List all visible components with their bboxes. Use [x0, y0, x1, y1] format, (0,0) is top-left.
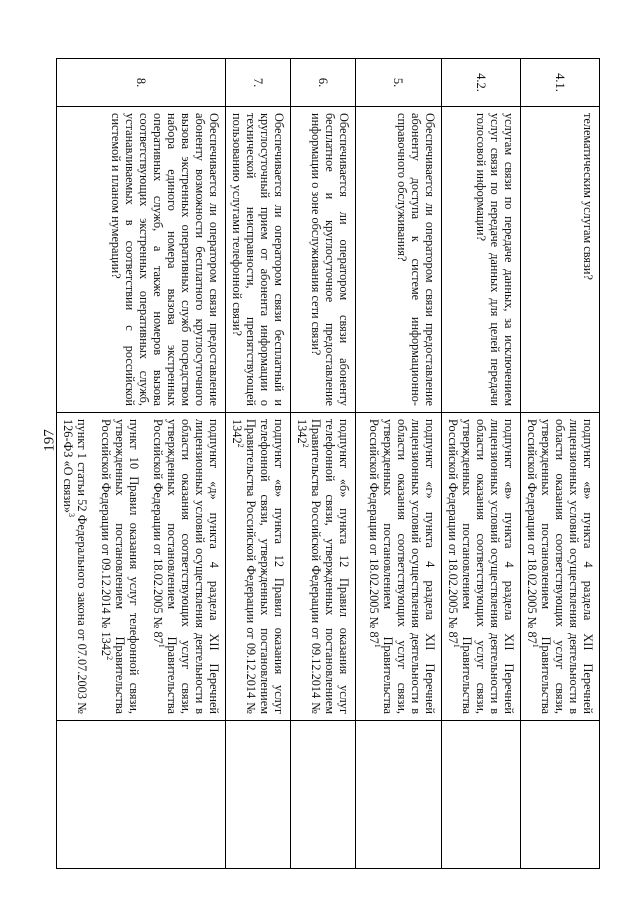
empty-cell — [226, 721, 291, 869]
empty-cell — [521, 721, 600, 869]
table-row — [57, 59, 226, 869]
row-number: 4.1. — [521, 59, 600, 107]
legal-reference-text: пункт 1 статьи 52 Федерального закона от 07.07.2003 № 126-ФЗ «О связи» — [61, 419, 89, 714]
question-cell: Обеспечивается ли оператором связи бесплатный и круглосуточный прием от абонента информации о технической неисправности, препятствующей пользованию услугами телефонной связи? — [226, 107, 291, 413]
footnote-marker: 1 — [157, 643, 167, 648]
question-cell: Обеспечивается ли оператором связи предоставление абоненту доступа к системе информационно-справочного обслуживания? — [356, 107, 442, 413]
table-row — [291, 59, 356, 869]
legal-reference-text: подпункт «в» пункта 12 Правил оказания услуг телефонной связи, утвержденных постановлением Правительства Российской Федерации от 09.12.2014 № 1342 — [230, 419, 286, 714]
legal-reference — [61, 419, 89, 714]
legal-reference — [525, 419, 595, 714]
table-row — [442, 59, 521, 869]
row-number: 7. — [226, 59, 291, 107]
footnote-marker: 1 — [452, 643, 462, 648]
requirements-table — [56, 58, 600, 869]
footnote-marker: 2 — [236, 443, 246, 448]
footnote-marker: 1 — [373, 643, 383, 648]
legal-reference-cell — [356, 413, 442, 721]
legal-reference-cell — [521, 413, 600, 721]
footnote-marker: 2 — [105, 656, 115, 661]
table-row — [356, 59, 442, 869]
empty-cell — [442, 721, 521, 869]
legal-reference-cell — [57, 413, 226, 721]
legal-reference-text: подпункт «г» пункта 4 раздела XII Перечней лицензионных условий осуществления деятельности в области оказания соответствующих услуг связи, утвержденных постановлением Правительства Российской Федерации от 18.02.2005 № 87 — [367, 419, 437, 714]
legal-reference-cell — [226, 413, 291, 721]
row-number: 8. — [57, 59, 226, 107]
footnote-marker: 2 — [301, 443, 311, 448]
empty-cell — [57, 721, 226, 869]
legal-reference-cell — [291, 413, 356, 721]
legal-reference-text: подпункт «б» пункта 12 Правил оказания услуг телефонной связи, утвержденных постановлением Правительства Российской Федерации от 09.12.2014 № 1342 — [295, 419, 351, 714]
legal-reference-text: подпункт «в» пункта 4 раздела XII Перечней лицензионных условий осуществления деятельности в области оказания соответствующих услуг связи, утвержденных постановлением Правительства Российской Федерации от 18.02.2005 № 87 — [446, 419, 516, 714]
row-number: 4.2. — [442, 59, 521, 107]
legal-reference — [446, 419, 516, 714]
question-cell: телематическим услугам связи? — [521, 107, 600, 413]
table-row — [521, 59, 600, 869]
legal-reference — [367, 419, 437, 714]
empty-cell — [291, 721, 356, 869]
rotated-table-container — [61, 58, 600, 868]
page-number: 197 — [41, 429, 58, 452]
table-row — [226, 59, 291, 869]
legal-reference — [99, 419, 141, 714]
row-number: 6. — [291, 59, 356, 107]
question-cell: Обеспечивается ли оператором связи предоставление абоненту возможности бесплатного круглосуточного вызова экстренных оперативных служб посредством набора единого номера вызова экстренных оперативных служб, а также номеров вызова соответствующих экстренных оперативных служб, устанавливаемых в соответствии с российской системой и планом нумерации? — [57, 107, 226, 413]
legal-reference-text: пункт 10 Правил оказания услуг телефонной связи, утвержденных постановлением Правительства Российской Федерации от 09.12.2014 № 1342 — [99, 419, 141, 714]
legal-reference — [230, 419, 286, 714]
footnote-marker: 1 — [531, 643, 541, 648]
footnote-marker: 3 — [67, 512, 77, 517]
question-cell: услугам связи по передаче данных, за исключением услуг связи по передаче данных для целей передачи голосовой информации? — [442, 107, 521, 413]
table-body — [57, 59, 600, 869]
legal-reference-text: подпункт «д» пункта 4 раздела XII Перечней лицензионных условий осуществления деятельности в области оказания соответствующих услуг связи, утвержденных постановлением Правительства Российской Федерации от 18.02.2005 № 87 — [151, 419, 221, 714]
legal-reference-text: подпункт «в» пункта 4 раздела XII Перечней лицензионных условий осуществления деятельности в области оказания соответствующих услуг связи, утвержденных постановлением Правительства Российской Федерации от 18.02.2005 № 87 — [525, 419, 595, 714]
row-number: 5. — [356, 59, 442, 107]
question-cell: Обеспечивается ли оператором связи абоненту бесплатное и круглосуточное предоставление информации о зоне обслуживания сети связи? — [291, 107, 356, 413]
legal-reference — [295, 419, 351, 714]
legal-reference — [151, 419, 221, 714]
legal-reference-cell — [442, 413, 521, 721]
empty-cell — [356, 721, 442, 869]
